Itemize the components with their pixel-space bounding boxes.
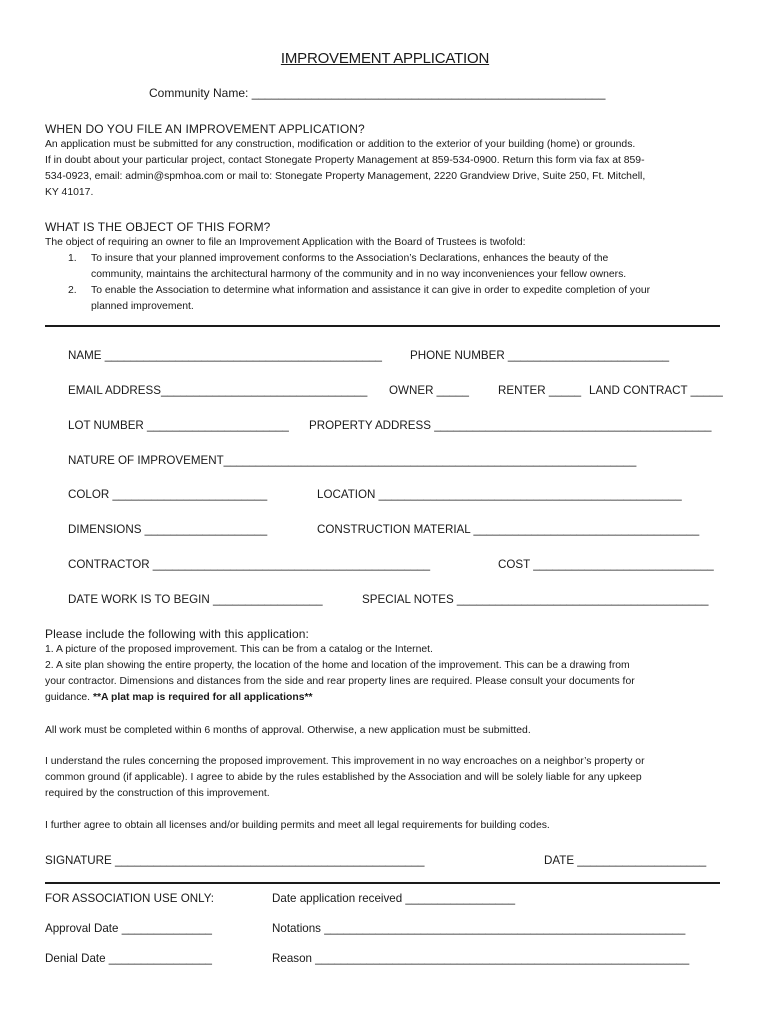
date-field[interactable]: DATE ____________________: [544, 854, 707, 867]
nature-of-improvement-field[interactable]: NATURE OF IMPROVEMENT________________________________________________________________: [68, 454, 637, 467]
agreement-line: I understand the rules concerning the proposed improvement. This improvement in no way encroaches on a neighbor’s property or: [45, 756, 645, 767]
email-address-field[interactable]: EMAIL ADDRESS________________________________: [68, 384, 368, 397]
name-field[interactable]: NAME ___________________________________________: [68, 349, 382, 362]
denial-date-field[interactable]: Denial Date ________________: [45, 952, 212, 965]
list-item-number: 1.: [68, 253, 77, 264]
construction-material-field[interactable]: CONSTRUCTION MATERIAL ___________________________________: [317, 523, 700, 536]
section-divider: [45, 325, 720, 327]
section-object-intro: The object of requiring an owner to file an Improvement Application with the Board of Trustees is twofold:: [45, 237, 526, 248]
renter-field[interactable]: RENTER _____: [498, 384, 582, 397]
section-when-heading: WHEN DO YOU FILE AN IMPROVEMENT APPLICATION?: [45, 122, 365, 136]
list-item-text: To enable the Association to determine what information and assistance it can give in order to expedite completion of your: [91, 285, 651, 296]
land-contract-field[interactable]: LAND CONTRACT _____: [589, 384, 723, 397]
lot-number-field[interactable]: LOT NUMBER ______________________: [68, 419, 289, 432]
dimensions-field[interactable]: DIMENSIONS ___________________: [68, 523, 268, 536]
include-line: your contractor. Dimensions and distances from the side and rear property lines are required. Please consult your documents for: [45, 676, 635, 687]
date-received-field[interactable]: Date application received _________________: [272, 892, 516, 905]
special-notes-field[interactable]: SPECIAL NOTES _______________________________________: [362, 593, 709, 606]
section-when-line: 534-0923, email: admin@spmhoa.com or mail to: Stonegate Property Management, 2220 Grandview Drive, Suite 250, Ft. Mitchell,: [45, 171, 646, 182]
notations-field[interactable]: Notations ________________________________________________________: [272, 922, 686, 935]
include-line: 2. A site plan showing the entire property, the location of the home and location of the improvement. This can be a drawing from: [45, 660, 630, 671]
reason-field[interactable]: Reason __________________________________________________________: [272, 952, 690, 965]
plat-map-notice: **A plat map is required for all applications**: [92, 692, 313, 703]
include-line-text: guidance.: [45, 692, 93, 703]
approval-date-field[interactable]: Approval Date ______________: [45, 922, 212, 935]
cost-field[interactable]: COST ____________________________: [498, 558, 714, 571]
completion-notice: All work must be completed within 6 months of approval. Otherwise, a new application must be submitted.: [45, 725, 531, 736]
list-item-text: To insure that your planned improvement conforms to the Association’s Declarations, enhances the beauty of the: [91, 253, 609, 264]
association-divider: [45, 882, 720, 884]
association-use-label: FOR ASSOCIATION USE ONLY:: [45, 892, 215, 905]
list-item-text: community, maintains the architectural harmony of the community and in no way inconveniences your fellow owners.: [91, 269, 627, 280]
include-line: [45, 692, 313, 703]
include-heading: Please include the following with this application:: [45, 627, 309, 641]
section-when-line: KY 41017.: [45, 187, 94, 198]
page-title: IMPROVEMENT APPLICATION: [280, 50, 490, 67]
section-when-line: If in doubt about your particular project, contact Stonegate Property Management at 859-534-0900. Return this form via fax at 859-: [45, 155, 645, 166]
licenses-statement: I further agree to obtain all licenses and/or building permits and meet all legal requirements for building codes.: [45, 820, 550, 831]
phone-number-field[interactable]: PHONE NUMBER _________________________: [410, 349, 670, 362]
agreement-line: required by the construction of this improvement.: [45, 788, 270, 799]
include-line: 1. A picture of the proposed improvement. This can be from a catalog or the Internet.: [45, 644, 433, 655]
location-field[interactable]: LOCATION _______________________________________________: [317, 488, 682, 501]
section-object-heading: WHAT IS THE OBJECT OF THIS FORM?: [45, 220, 271, 234]
signature-field[interactable]: SIGNATURE ________________________________________________: [45, 854, 425, 867]
list-item-number: 2.: [68, 285, 77, 296]
color-field[interactable]: COLOR ________________________: [68, 488, 268, 501]
community-name-field[interactable]: Community Name: _____________________________________________________: [149, 86, 606, 100]
date-work-begin-field[interactable]: DATE WORK IS TO BEGIN _________________: [68, 593, 323, 606]
owner-field[interactable]: OWNER _____: [389, 384, 469, 397]
list-item-text: planned improvement.: [91, 301, 194, 312]
property-address-field[interactable]: PROPERTY ADDRESS ___________________________________________: [309, 419, 712, 432]
contractor-field[interactable]: CONTRACTOR ___________________________________________: [68, 558, 431, 571]
agreement-line: common ground (if applicable). I agree to abide by the rules established by the Association and will be solely liable for any upkeep: [45, 772, 642, 783]
section-when-line: An application must be submitted for any construction, modification or addition to the exterior of your building (home) or grounds.: [45, 139, 636, 150]
